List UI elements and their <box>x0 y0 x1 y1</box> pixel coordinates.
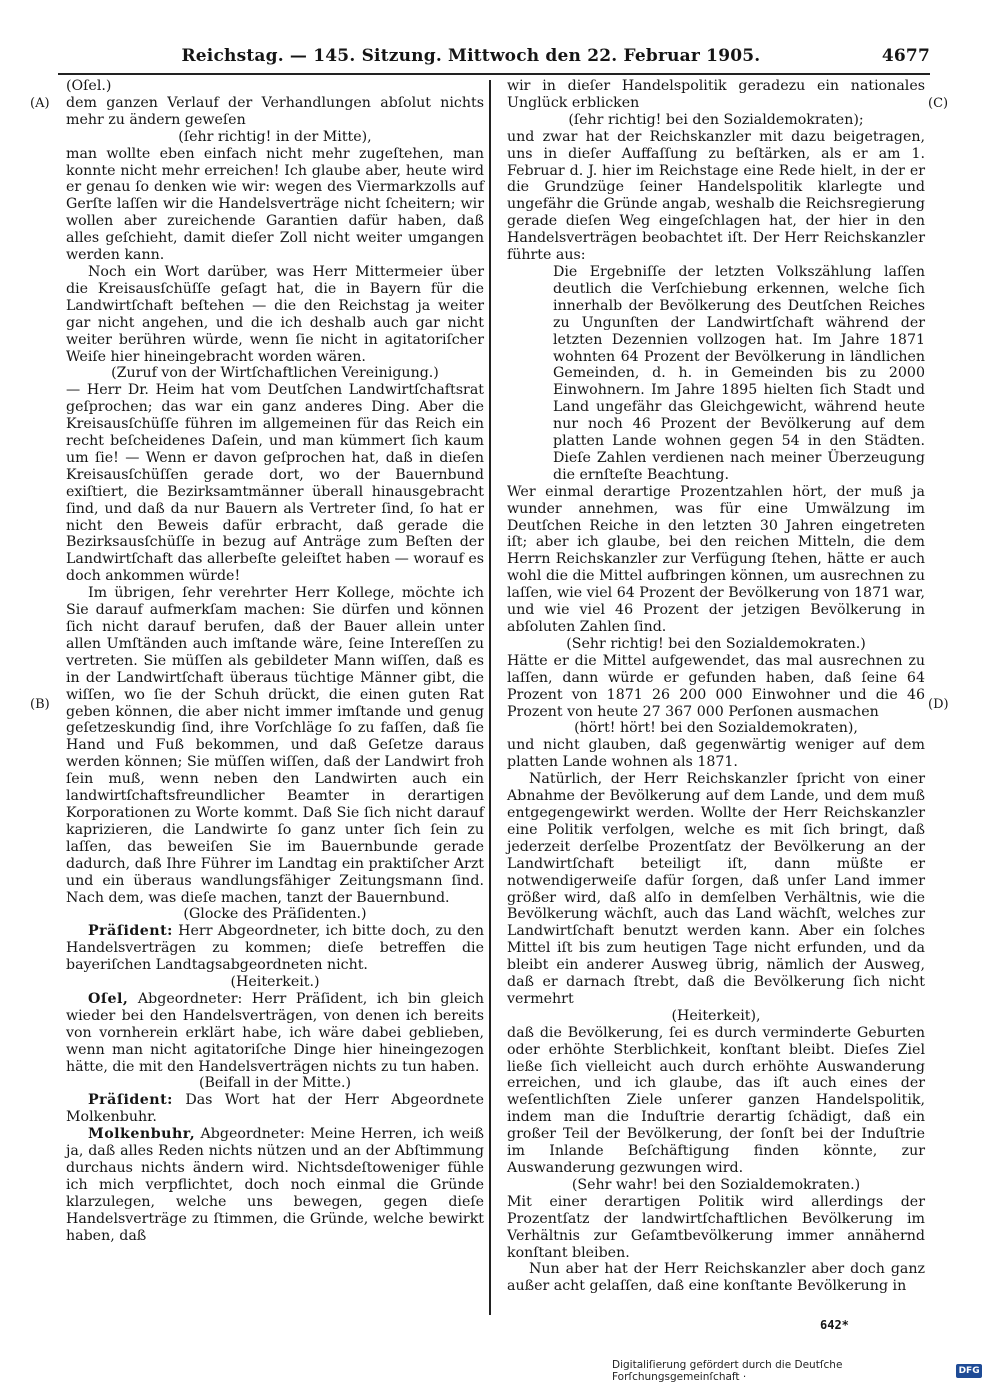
running-title: Reichstag. — 145. Sitzung. Mittwoch den 22. Februar 1905. <box>181 46 761 66</box>
paragraph: und nicht glauben, daß gegenwärtig weniger auf dem platten Lande wohnen als 1871. <box>507 737 925 771</box>
speech-text: Abgeordneter: Meine Herren, ich weiß ja, daß alles Reden nichts nützen und an der Abſtimmung durchaus nichts ändern wird. Nichtsdeſtoweniger fühle ich mich verpflichtet, doch noch einmal die Gründe klarzulegen, welche uns bewegen, gegen dieſe Handelsverträge zu ſtimmen, die Gründe, welche bewirkt haben, daß <box>66 1126 484 1244</box>
speech-text: Das Wort hat der Herr Abgeordnete Molkenbuhr. <box>66 1092 484 1126</box>
speech-text: Herr Abgeordneter, ich bitte doch, zu den Handelsverträgen zu kommen; dieſe betreffen die bayeriſchen Landtagsabgeordneten nicht. <box>66 923 484 974</box>
dfg-logo-icon: DFG <box>956 1364 982 1378</box>
speaker-name: Präſident: <box>88 1092 173 1109</box>
reaction: (Glocke des Präſidenten.) <box>183 906 367 923</box>
speech <box>66 923 484 974</box>
speaker-name: Präſident: <box>88 923 173 940</box>
paragraph: daß die Bevölkerung, ſei es durch verminderte Geburten oder erhöhte Sterblichkeit, konſtant bleibt. Dieſes Ziel ließe ſich vielleicht auch durch erhöhte Auswanderung erreichen, und ich glaube, das iſt auch eines der weſentlichſten Ziele unſerer ganzen Handelspolitik, indem man die Induſtrie derartig ſchädigt, daß ein großer Teil der Bevölkerung, der ſonſt bei der Induſtrie im Inlande Beſchäftigung finden könnte, zur Auswanderung gezwungen wird. <box>507 1024 925 1176</box>
margin-marker-d: (D) <box>928 697 949 712</box>
column-divider <box>489 80 491 1315</box>
paragraph: — Herr Dr. Heim hat vom Deutſchen Landwirtſchaftsrat geſprochen; das war ein ganz anderes Ding. Aber die Kreisausſchüſſe führen im allgemeinen für das Reich ein recht beſcheidenes Daſein, und man kümmert ſich kaum um ſie! — Wenn er davon geſprochen hat, daß in dieſen Kreisausſchüſſen gerade dort, wo der Bauernbund exiſtiert, die Bezirksamtmänner überall hinausgebracht ſind, und daß da nur Bauern als Vertreter ſind, ſo hat er nicht den Beweis dafür erbracht, daß gerade die Bezirksausſchüſſe in bezug auf Anträge zum Beſten der Landwirtſchaft das allerbeſte geleiſtet haben — worauf es doch ankommen würde! <box>66 382 484 585</box>
paragraph: Mit einer derartigen Politik wird allerdings der Prozentſatz der landwirtſchaftlichen Bevölkerung im Verhältnis zur Geſamtbevölkerung immer annähernd konſtant bleiben. <box>507 1193 925 1261</box>
speech <box>66 1092 484 1126</box>
margin-marker-b: (B) <box>30 697 50 712</box>
reaction: (Zuruf von der Wirtſchaftlichen Vereinigung.) <box>111 365 439 382</box>
paragraph: Nun aber hat der Herr Reichskanzler aber doch ganz außer acht gelaſſen, daß eine konſtante Bevölkerung in <box>507 1261 925 1295</box>
reaction: (ſehr richtig! bei den Sozialdemokraten); <box>568 111 864 128</box>
margin-marker-c: (C) <box>928 96 949 111</box>
footer-credit: Digitaliſierung gefördert durch die Deutſche Forſchungsgemeinſchaft · <box>612 1359 843 1383</box>
paragraph: man wollte eben einfach nicht mehr zugeſtehen, man konnte nicht mehr erreichen! Ich glaube aber, heute wird er genau ſo denken wie wir: wegen des Viermarkzolls auf Gerſte laſſen wir die Handelsverträge nicht ſcheitern; wir wollen aber zureichende Garantien dafür haben, daß alles geſchieht, damit dieſer Zoll nicht weiter umgangen werden kann. <box>66 145 484 264</box>
block-quote: Die Ergebniſſe der letzten Volkszählung laſſen deutlich die Verſchiebung erkennen, welche ſich innerhalb der Bevölkerung des Deutſchen Reiches zu Ungunſten der Landwirtſchaft während der letzten Dezennien vollzogen hat. Im Jahre 1871 wohnten 64 Prozent der Bevölkerung in ländlichen Gemeinden, d. h. in Gemeinden bis zu 2000 Einwohnern. Im Jahre 1895 hielten ſich Stadt und Land ungefähr das Gleichgewicht, während heute nur noch 46 Prozent der Bevölkerung auf dem platten Lande wohnen gegen 54 in den Städten. Dieſe Zahlen verdienen nach meiner Überzeugung die ernſteſte Beachtung. <box>553 263 925 483</box>
signature-mark: 642* <box>820 1318 849 1332</box>
paragraph: und zwar hat der Reichskanzler mit dazu beigetragen, uns in dieſer Auffaſſung zu beſtärken, als er am 1. Februar d. J. hier im Reichstage eine Rede hielt, in der er die Grundzüge ſeiner Handelspolitik klarlegte und ungefähr die Gründe angab, weshalb die Reichsregierung gerade dieſen Weg eingeſchlagen hat, der hier in den Handelsverträgen beobachtet iſt. Der Herr Reichskanzler führte aus: <box>507 128 925 264</box>
reaction: (Heiterkeit), <box>671 1007 761 1024</box>
paragraph: dem ganzen Verlauf der Verhandlungen abſolut nichts mehr zu ändern geweſen <box>66 94 484 128</box>
paragraph: Im übrigen, ſehr verehrter Herr Kollege, möchte ich Sie darauf aufmerkſam machen: Sie dürfen und können ſich nicht darauf berufen, daß der Bauer allein unter allen Umſtänden auch imſtande wäre, ſeine Intereſſen zu vertreten. Sie müſſen als gebildeter Mann wiſſen, daß es in der Landwirtſchaft überaus tüchtige Männer gibt, die wiſſen, wo ſie der Schuh drückt, die einen guten Rat geben können, die aber nicht immer imſtande und genug geſetzeskundig ſind, ihre Vorſchläge ſo zu faſſen, daß ſie Hand und Fuß bekommen, und daß Geſetze daraus werden können; Sie müſſen wiſſen, daß der Landwirt froh ſein muß, wenn neben den Landwirten auch ein landwirtſchaftsfreundlicher Beamter in derartigen Korporationen zu Worte kommt. Daß Sie ſich nicht darauf kaprizieren, die Landwirte ſo ganz unter ſich ſein zu laſſen, das beweiſen Sie im Bauernbunde gerade dadurch, daß Ihre Führer im Landtag ein praktiſcher Arzt und ein überaus wandlungsfähiger Zeitungsmann ſind. Nach dem, was dieſe machen, tanzt der Bauernbund. <box>66 585 484 906</box>
reaction: (Sehr richtig! bei den Sozialdemokraten.) <box>566 635 866 652</box>
reaction: (Sehr wahr! bei den Sozialdemokraten.) <box>571 1176 861 1193</box>
paragraph: Noch ein Wort darüber, was Herr Mittermeier über die Kreisausſchüſſe geſagt hat, die in Bayern für die Landwirtſchaft beſtehen — die den Reichstag ja weiter gar nicht angehen, und die ich deshalb auch gar nicht weiter berühren würde, wenn ſie nicht in agitatoriſcher Weiſe hier hineingebracht worden wären. <box>66 263 484 365</box>
speech-text: Abgeordneter: Herr Präſident, ich bin gleich wieder bei den Handelsverträgen, von denen ich bereits von vornherein erklärt habe, ich wäre dabei geblieben, wenn man nicht agitatoriſche Dinge hier hineingezogen hätte, die mit den Handelsverträgen nichts zu tun haben. <box>66 990 485 1075</box>
page-number: 4677 <box>881 46 930 66</box>
margin-marker-a: (A) <box>30 96 50 111</box>
speech <box>66 1126 484 1244</box>
speech <box>66 991 484 1076</box>
speaker-name: Molkenbuhr, <box>88 1126 196 1143</box>
paragraph: Wer einmal derartige Prozentzahlen hört, der muß ja wunder annehmen, was für eine Umwälzung im Deutſchen Reiche in den letzten 30 Jahren eingetreten iſt; aber ich glaube, bei den reichen Mitteln, die dem Herrn Reichskanzler zur Verfügung ſtehen, hätte er auch wohl die die Mittel aufbringen können, um ausrechnen zu laſſen, wie viel 64 Prozent der Bevölkerung von 1871 war, und wie viel 46 Prozent der jetzigen Bevölkerung in abſoluten Zahlen ſind. <box>507 483 925 635</box>
paragraph: Hätte er die Mittel aufgewendet, das mal ausrechnen zu laſſen, dann würde er gefunden haben, daß ſeine 64 Prozent von 1871 26 200 000 Einwohner und die 46 Prozent von heute 27 367 000 Perſonen ausmachen <box>507 652 925 720</box>
header-rule <box>58 73 930 75</box>
page-header <box>60 46 930 72</box>
reaction: (ſehr richtig! in der Mitte), <box>178 128 372 145</box>
paragraph: wir in dieſer Handelspolitik geradezu ein nationales Unglück erblicken <box>507 78 925 111</box>
right-column <box>507 78 925 1295</box>
reaction: (Beifall in der Mitte.) <box>198 1075 352 1092</box>
reaction: (Heiterkeit.) <box>230 974 320 991</box>
left-column <box>66 78 484 1245</box>
reaction: (hört! hört! bei den Sozialdemokraten), <box>574 720 858 737</box>
continued-speaker: (Oſel.) <box>66 78 112 94</box>
speaker-name: Oſel, <box>88 990 129 1007</box>
digitization-footer <box>612 1359 982 1383</box>
paragraph: Natürlich, der Herr Reichskanzler ſpricht von einer Abnahme der Bevölkerung auf dem Lande, und dem muß entgegengewirkt werden. Wollte der Herr Reichskanzler eine Politik verfolgen, welche es mit ſich bringt, daß jederzeit derſelbe Prozentſatz der Bevölkerung an der Landwirtſchaft beteiligt iſt, dann müßte er notwendigerweiſe dafür ſorgen, daß unſer Land immer größer wird, daß alſo in demſelben Verhältnis, wie die Bevölkerung wächſt, auch das Land wächſt, welches zur Landwirtſchaft benutzt werden kann. Aber ein ſolches Mittel iſt bis zum heutigen Tage nicht erfunden, und da bleibt ein anderer Ausweg übrig, nämlich der Ausweg, daß er darnach ſtrebt, daß die Bevölkerung ſich nicht vermehrt <box>507 771 925 1007</box>
